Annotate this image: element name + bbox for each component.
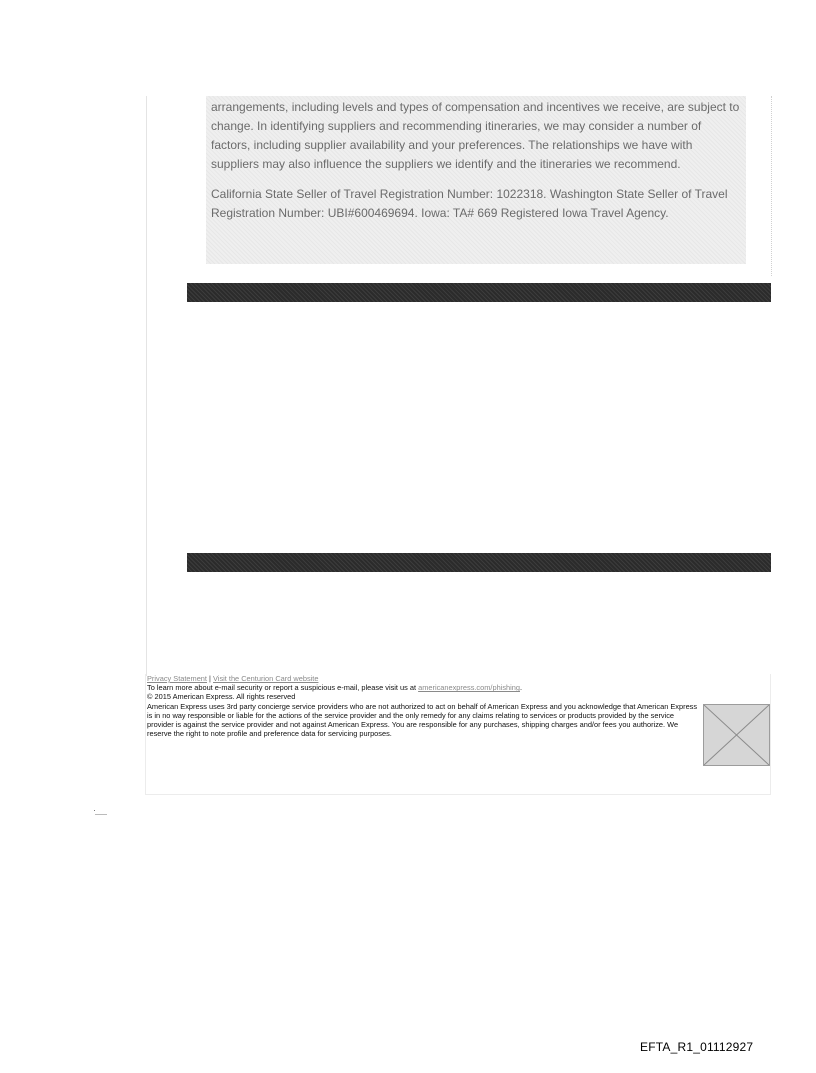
right-border-rule [771,96,772,276]
broken-image-placeholder [703,704,770,766]
privacy-statement-link[interactable]: Privacy Statement [147,674,207,683]
travel-terms-block [206,96,746,264]
centurion-card-website-link[interactable]: Visit the Centurion Card website [213,674,319,683]
link-separator: | [206,674,214,683]
scan-artifact-mark [94,810,108,816]
copyright-line: © 2015 American Express. All rights reserved [147,692,296,702]
security-notice [147,683,702,692]
terms-paragraph-registration: California State Seller of Travel Registration Number: 1022318. Washington State Seller of Travel Registration Number: UBI#600469694. Iowa: TA# 669 Registered Iowa Travel Agency. [211,187,728,220]
dark-divider-bar [187,283,771,302]
dark-divider-bar [187,553,771,572]
document-id: EFTA_R1_01112927 [640,1040,754,1054]
terms-paragraph-compensation: arrangements, including levels and types of compensation and incentives we receive, are subject to change. In identifying suppliers and recommending itineraries, we may consider a number of factors, including supplier availability and your preferences. The relationships we have with suppliers may also influence the suppliers we identify and the itineraries we recommend. [211,100,740,171]
security-notice-text: To learn more about e-mail security or report a suspicious e-mail, please visit us at [147,683,419,693]
footer-links-row [147,674,702,683]
email-footer [145,674,771,795]
phishing-link[interactable]: americanexpress.com/phishing [418,683,520,693]
security-notice-end: . [519,683,523,693]
footer-text-block [147,674,702,738]
concierge-disclaimer: American Express uses 3rd party concierge service providers who are not authorized to act on behalf of American Express and you acknowledge that American Express is in no way responsible or liable for the actions of the service provider and the only remedy for any claims relating to services or products provided by the service provider is against the service provider and not against American Express. You are responsible for any purchases, shipping charges and/or fees you authorize. We reserve the right to note profile and preference data for servicing purposes. [147,701,698,739]
image-placeholder-icon [704,705,769,765]
left-border-rule [146,96,147,676]
